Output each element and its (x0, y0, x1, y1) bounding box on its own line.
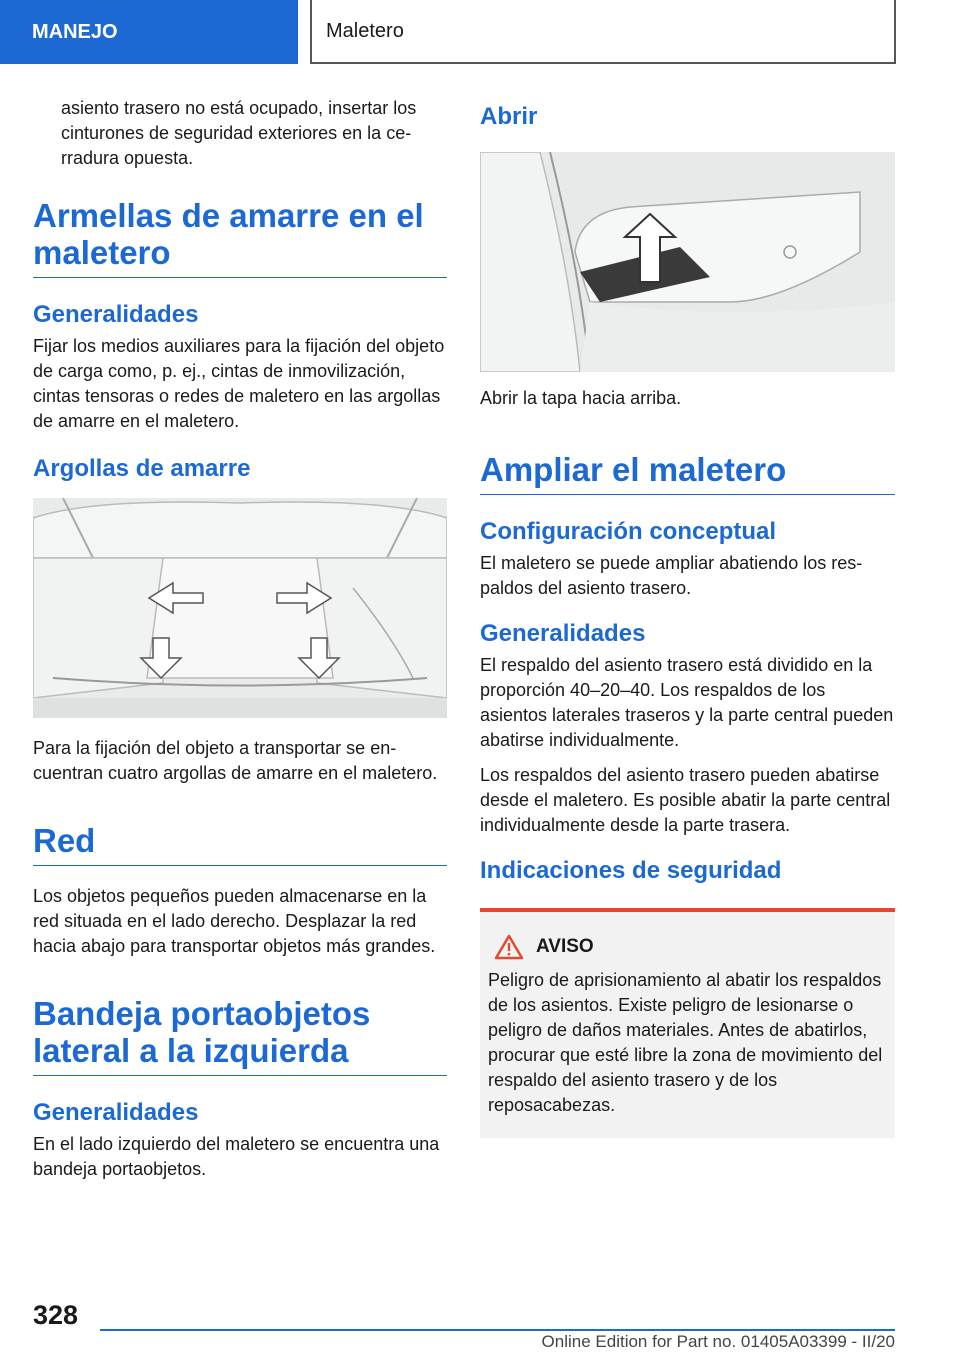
heading-ampliar: Ampliar el maletero (480, 451, 895, 495)
heading-argollas: Argollas de amarre (33, 455, 251, 482)
warning-box (480, 908, 895, 1138)
warning-header (488, 934, 887, 960)
right-column (480, 96, 895, 1138)
heading-generalidades-ampliar: Generalidades (480, 620, 646, 647)
heading-generalidades-bandeja: Generalidades (33, 1099, 199, 1126)
abrir-caption: Abrir la tapa hacia arriba. (480, 388, 682, 408)
bandeja-text: En el lado izquierdo del maletero se encuentra una bandeja portaobjetos. (33, 1134, 440, 1179)
argollas-caption: Para la fijación del objeto a transportar se encuentran cuatro argollas de amarre en el maletero. (33, 738, 438, 783)
intro-paragraph: asiento trasero no está ocupado, insertar los cinturones de seguridad exteriores en la cerradura opuesta. (61, 98, 417, 168)
warning-triangle-icon (494, 934, 524, 960)
generalidades-ampliar-text2: Los respaldos del asiento trasero pueden abatirse desde el maletero. Es posible abatir la parte central individualmente desde la parte trasera. (480, 765, 891, 835)
footer-divider (100, 1329, 895, 1331)
generalidades-armellas-text: Fijar los medios auxiliares para la fijación del objeto de carga como, p. ej., cintas de inmovilización, cintas tensoras o redes de maletero en las argollas de amarre en el maletero. (33, 336, 445, 431)
chapter-title: Maletero (310, 0, 896, 64)
section-tab[interactable]: MANEJO (0, 0, 298, 64)
heading-generalidades-armellas: Generalidades (33, 301, 199, 328)
footer-edition: Online Edition for Part no. 01405A03399 - II/20 (541, 1332, 895, 1351)
heading-abrir: Abrir (480, 103, 538, 130)
heading-bandeja: Bandeja portaobjetos lateral a la izquierda (33, 995, 447, 1076)
left-column (33, 96, 447, 1192)
heading-seguridad: Indicaciones de seguridad (480, 857, 782, 884)
red-text: Los objetos pequeños pueden almacenarse en la red situada en el lado derecho. Desplazar la red hacia abajo para transportar objetos más grandes. (33, 886, 436, 956)
heading-red: Red (33, 822, 447, 866)
page-number: 328 (33, 1300, 79, 1330)
generalidades-ampliar-text1: El respaldo del asiento trasero está dividido en la proporción 40–20–40. Los respaldos de los asientos laterales traseros y la parte central pueden abatirse individualmente. (480, 655, 894, 750)
heading-armellas: Armellas de amarre en el maletero (33, 197, 447, 278)
trunk-tie-down-figure (33, 498, 447, 718)
config-text: El maletero se puede ampliar abatiendo los respaldos del asiento trasero. (480, 553, 863, 598)
warning-title: AVISO (536, 936, 594, 957)
compartment-open-figure (480, 152, 895, 372)
heading-config: Configuración conceptual (480, 518, 777, 545)
warning-text: Peligro de aprisionamiento al abatir los respaldos de los asientos. Existe peligro de lesionarse o peligro de daños materiales. Antes de abatirlos, procurar que esté libre la zona de movimiento del respaldo del asiento trasero y de los reposacabezas. (488, 970, 883, 1115)
